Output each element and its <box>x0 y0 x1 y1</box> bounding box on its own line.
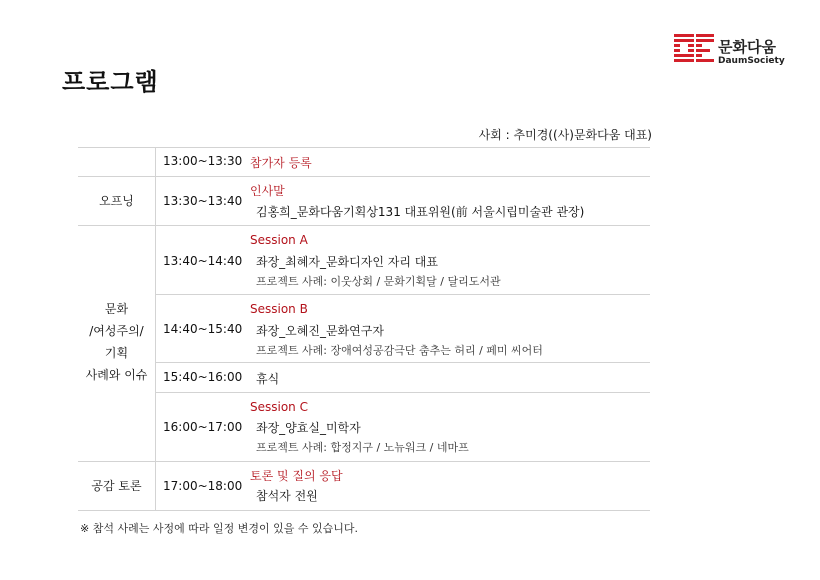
table-top-border <box>78 147 650 148</box>
section-culture-line: /여성주의/ <box>89 324 144 338</box>
participants: 참석자 전원 <box>256 489 318 503</box>
row-divider <box>78 461 650 462</box>
session-title: 참가자 등록 <box>250 156 312 170</box>
section-culture <box>78 298 155 386</box>
chair: 좌장_최혜자_문화디자인 자리 대표 <box>256 255 438 269</box>
footnote: ※ 참석 사례는 사정에 따라 일정 변경이 있을 수 있습니다. <box>80 522 358 535</box>
session-title: Session C <box>250 400 308 414</box>
moderator-line: 사회 : 추미경((사)문화다움 대표) <box>478 128 652 142</box>
speaker: 김홍희_문화다움기획상131 대표위원(前 서울시립미술관 관장) <box>256 205 585 219</box>
row-divider <box>155 362 650 363</box>
row-divider <box>78 510 650 511</box>
time-slot: 13:30~13:40 <box>163 194 243 208</box>
project-cases: 프로젝트 사례: 합정지구 / 노뉴워크 / 네마프 <box>256 441 469 454</box>
daumsociety-logo-icon <box>674 34 716 66</box>
time-slot: 13:00~13:30 <box>163 154 243 168</box>
section-culture-line: 사례와 이슈 <box>85 368 148 382</box>
time-slot: 15:40~16:00 <box>163 370 243 384</box>
time-slot: 14:40~15:40 <box>163 322 243 336</box>
row-divider <box>155 392 650 393</box>
section-culture-line: 문화 <box>104 302 129 316</box>
row-divider <box>78 176 650 177</box>
row-divider <box>155 294 650 295</box>
time-slot: 17:00~18:00 <box>163 479 243 493</box>
column-divider <box>155 148 156 510</box>
section-discussion: 공감 토론 <box>91 479 142 493</box>
logo-english-text: DaumSociety <box>718 56 785 66</box>
chair: 좌장_양효실_미학자 <box>256 421 361 435</box>
section-culture-line: 기획 <box>104 346 129 360</box>
row-divider <box>78 225 650 226</box>
section-opening: 오프닝 <box>99 194 134 208</box>
chair: 좌장_오혜진_문화연구자 <box>256 324 384 338</box>
logo <box>674 34 794 68</box>
page-title: 프로그램 <box>62 68 159 96</box>
session-title: 인사말 <box>250 184 285 198</box>
project-cases: 프로젝트 사례: 장애여성공감극단 춤추는 허리 / 페미 씨어터 <box>256 344 543 357</box>
session-title: Session A <box>250 233 308 247</box>
session-title: Session B <box>250 302 308 316</box>
time-slot: 16:00~17:00 <box>163 420 243 434</box>
session-title: 토론 및 질의 응답 <box>250 469 343 483</box>
project-cases: 프로젝트 사례: 이웃상회 / 문화기획달 / 달리도서관 <box>256 275 501 288</box>
logo-korean-text: 문화다움 <box>718 38 776 56</box>
break-label: 휴식 <box>256 372 280 386</box>
time-slot: 13:40~14:40 <box>163 254 243 268</box>
